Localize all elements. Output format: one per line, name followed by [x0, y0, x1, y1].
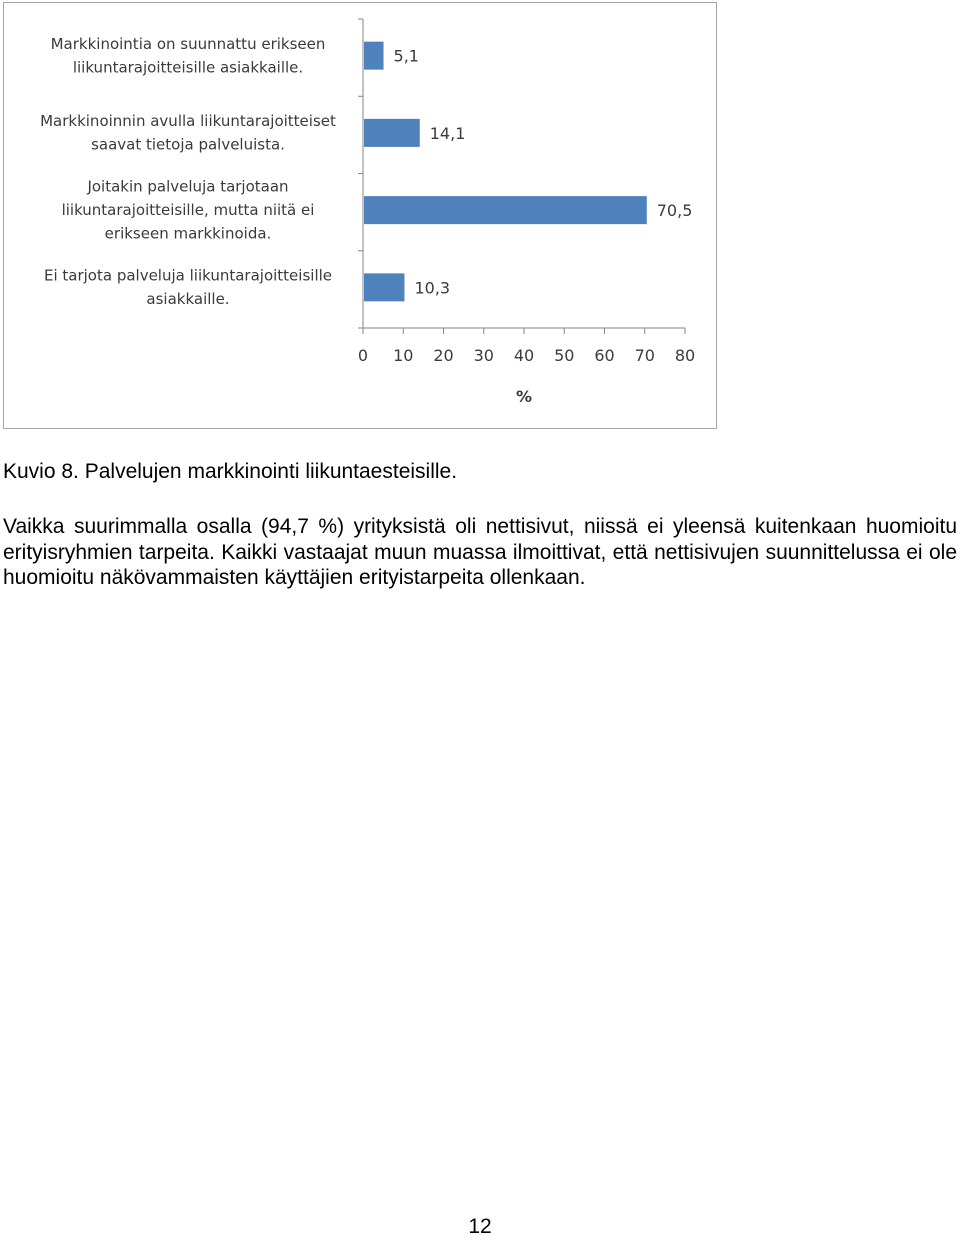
data-label: 70,5 [656, 201, 693, 221]
category-label: saavat tietoja palveluista. [91, 135, 285, 154]
x-tick-label: 0 [357, 346, 369, 365]
x-tick-label: 10 [393, 346, 414, 365]
category-label: Joitakin palveluja tarjotaan [87, 177, 289, 196]
x-axis-label: % [515, 387, 533, 406]
bar [364, 273, 404, 301]
x-tick-label: 60 [594, 346, 615, 365]
x-tick-label: 50 [554, 346, 575, 365]
x-tick-label: 40 [513, 346, 535, 365]
figure-frame [3, 2, 717, 429]
page-number: 12 [468, 1215, 492, 1238]
body-paragraph: Vaikka suurimmalla osalla (94,7 %) yrityksistä oli nettisivut, niissä ei yleensä kuitenkaan huomioitu erityisryhmien tarpeita. Kaikki vastaajat muun muassa ilmoittivat, että nettisivujen suunnittelussa ei ole huomioitu näkövammaisten käyttäjien erityistarpeita ollenkaan. [3, 515, 957, 589]
bar [364, 196, 647, 224]
category-label: liikuntarajoitteisille asiakkaille. [72, 58, 304, 77]
x-tick-label: 70 [634, 346, 655, 365]
category-label: Markkinoinnin avulla liikuntarajoitteiset [40, 112, 336, 131]
category-label: asiakkaille. [146, 290, 230, 309]
category-label: Markkinointia on suunnattu erikseen [50, 34, 326, 53]
bar [364, 42, 384, 70]
category-label: liikuntarajoitteisille, mutta niitä ei [61, 201, 315, 220]
bar-chart [4, 3, 716, 428]
category-label: erikseen markkinoida. [104, 224, 272, 243]
data-label: 10,3 [414, 278, 451, 298]
x-tick-label: 30 [473, 346, 494, 365]
x-tick-label: 20 [433, 346, 454, 365]
figure-caption: Kuvio 8. Palvelujen markkinointi liikuntaesteisille. [3, 460, 458, 483]
bar [364, 119, 420, 147]
x-tick-label: 80 [674, 346, 696, 365]
data-label: 14,1 [429, 123, 466, 143]
data-label: 5,1 [393, 46, 419, 66]
category-label: Ei tarjota palveluja liikuntarajoitteisille [43, 266, 333, 285]
